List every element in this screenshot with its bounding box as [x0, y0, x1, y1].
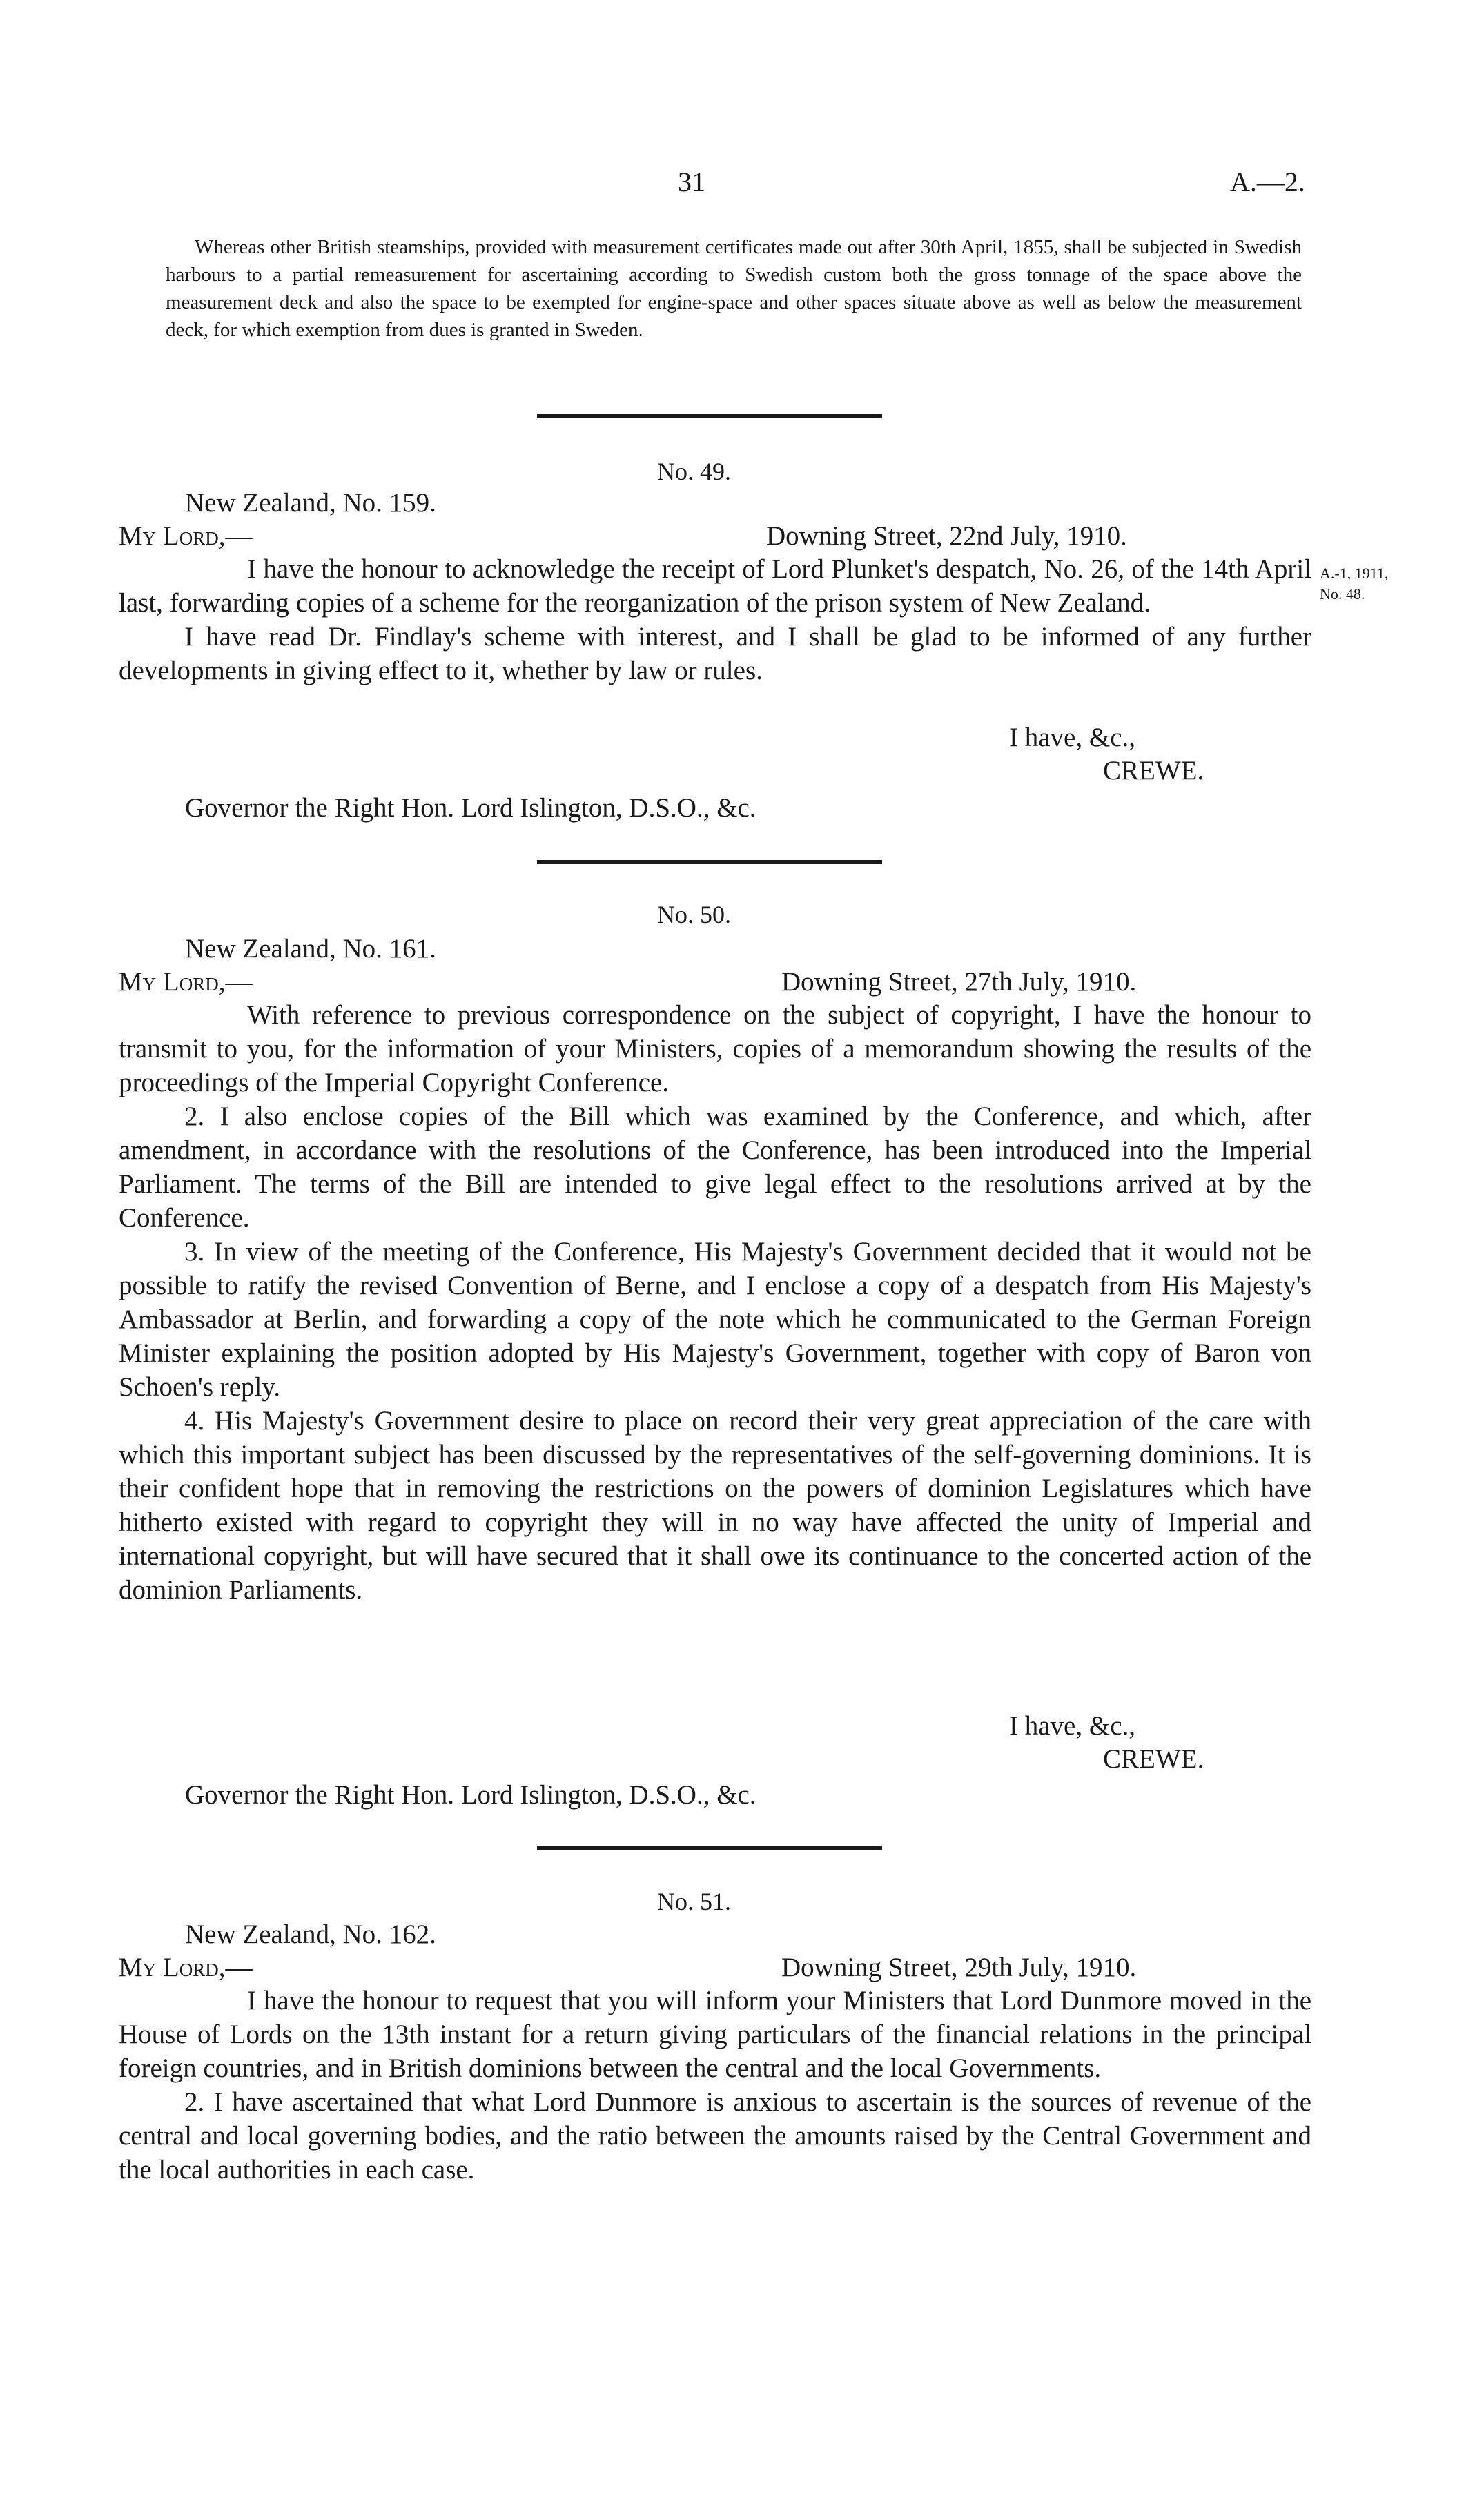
letter-number: No. 51. — [657, 1888, 731, 1915]
paragraph: With reference to previous correspondence on the subject of copyright, I have the honour to transmit to you, for the information of your Ministers, copies of a memorandum showing the results of the proceedings of the Imperial Copyright Conference. — [119, 1000, 1311, 1097]
section-divider — [537, 860, 882, 864]
paragraph: 2. I have ascertained that what Lord Dunmore is anxious to ascertain is the sources of revenue of the central and local governing bodies, and the ratio between the amounts raised by the Central Government and the local authorities in each case. — [119, 2087, 1311, 2185]
margin-note-line: No. 48. — [1320, 585, 1365, 603]
paragraph: I have read Dr. Findlay's scheme with interest, and I shall be glad to be informed of any further developments in giving effect to it, whether by law or rules. — [119, 622, 1311, 685]
paragraph: 4. His Majesty's Government desire to place on record their very great appreciation of the care with which this important subject has been discussed by the representatives of the self-governing dominions. It is their confident hope that in removing the restrictions on the powers of dominion Legislatures which have hitherto existed with regard to copyright they will in no way have affected the unity of Imperial and international copyright, but will have secured that it shall owe its continuance to the concerted action of the dominion Parliaments. — [119, 1406, 1311, 1605]
paragraph: 2. I also enclose copies of the Bill which was examined by the Conference, and which, after amendment, in accordance with the resolutions of the Conference, has been introduced into the Imperial Parliament. The terms of the Bill are intended to give legal effect to the resolutions arrived at by the Conference. — [119, 1102, 1311, 1233]
margin-note-line: A.-1, 1911, — [1320, 565, 1389, 582]
salutation: My Lord,— — [119, 1953, 253, 1982]
paragraph: 3. In view of the meeting of the Conference, His Majesty's Government decided that it would not be possible to ratify the revised Convention of Berne, and I enclose a copy of a despatch from His Majesty's Ambassador at Berlin, and forwarding a copy of the note which he communicated to the German Foreign Minister explaining the position adopted by His Majesty's Government, together with copy of Baron von Schoen's reply. — [119, 1237, 1311, 1402]
document-reference: A.—2. — [1230, 166, 1305, 197]
paragraph: I have the honour to acknowledge the receipt of Lord Plunket's despatch, No. 26, of the 14th April last, forwarding copies of a scheme for the reorganization of the prison system of New Zealand. — [119, 554, 1311, 618]
closing: I have, &c., — [1009, 1711, 1136, 1741]
place-date: Downing Street, 27th July, 1910. — [781, 967, 1137, 997]
letter-number: No. 50. — [657, 901, 731, 928]
salutation: My Lord,— — [119, 967, 253, 997]
section-divider — [537, 1846, 882, 1850]
paragraph: I have the honour to request that you will inform your Ministers that Lord Dunmore moved in the House of Lords on the 13th instant for a return giving particulars of the financial relations in the principal foreign countries, and in British dominions between the central and the local Governments. — [119, 1986, 1311, 2083]
letter-body — [119, 552, 1311, 687]
closing: I have, &c., — [1009, 723, 1136, 752]
place-date: Downing Street, 29th July, 1910. — [781, 1953, 1137, 1982]
signature: CREWE. — [1103, 756, 1204, 785]
letter-body — [119, 998, 1311, 1607]
addressee: Governor the Right Hon. Lord Islington, D.S.O., &c. — [185, 793, 756, 823]
signature: CREWE. — [1103, 1744, 1204, 1774]
place-date: Downing Street, 22nd July, 1910. — [766, 521, 1127, 551]
page-number: 31 — [678, 166, 705, 197]
letter-body — [119, 1984, 1311, 2187]
letter-reference: New Zealand, No. 161. — [185, 934, 436, 964]
letter-reference: New Zealand, No. 162. — [185, 1919, 436, 1949]
letter-reference: New Zealand, No. 159. — [185, 488, 436, 518]
margin-note — [1320, 563, 1388, 605]
salutation: My Lord,— — [119, 521, 253, 551]
section-divider — [537, 414, 882, 418]
intro-paragraph: Whereas other British steamships, provided with measurement certificates made out after 30th April, 1855, shall be subjected in Swedish harbours to a partial remeasurement for ascertaining according to Swedish custom both the gross tonnage of the space above the measurement deck and also the space to be exempted for engine-space and other spaces situate above as well as below the measurement deck, for which exemption from dues is granted in Sweden. — [166, 236, 1302, 341]
letter-number: No. 49. — [657, 458, 731, 485]
addressee: Governor the Right Hon. Lord Islington, D.S.O., &c. — [185, 1780, 756, 1810]
